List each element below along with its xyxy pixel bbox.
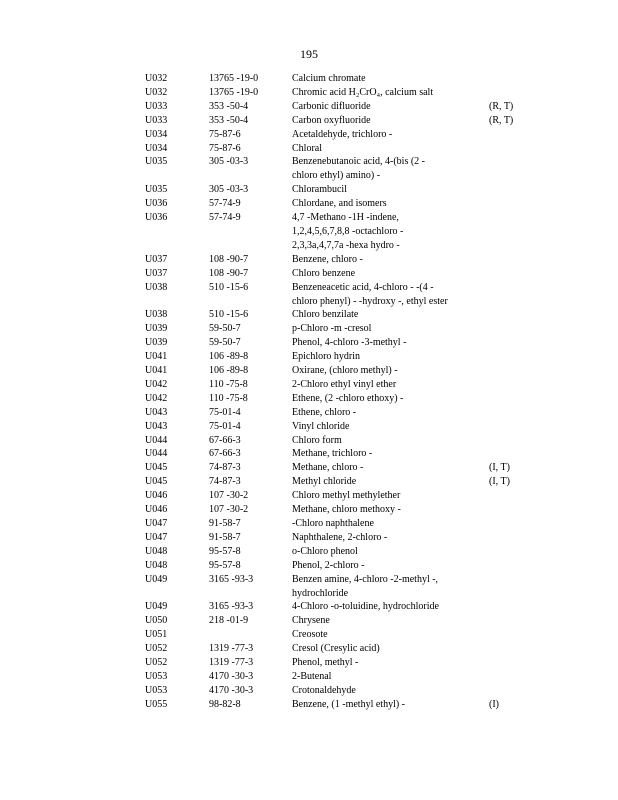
chemical-name: Benzene, (1 -methyl ethyl) - bbox=[292, 698, 406, 710]
chemical-name: -Chloro naphthalene bbox=[292, 518, 374, 529]
cas-number: 75-87-6 bbox=[209, 142, 241, 154]
chemical-name: o-Chloro phenol bbox=[292, 545, 358, 557]
cas-number: 107 -30-2 bbox=[209, 504, 249, 516]
waste-code: U032 bbox=[145, 86, 168, 98]
chemical-name: Benzenebutanoic acid, 4-(bis (2 - chloro ethyl) amino) - bbox=[292, 156, 426, 182]
chemical-name: Cresol (Cresylic acid) bbox=[292, 643, 380, 655]
cas-number: 1319 -77-3 bbox=[209, 643, 254, 655]
cas-number: 110 -75-8 bbox=[209, 392, 248, 404]
chemical-name: Oxirane, (chloro methyl) - bbox=[292, 365, 398, 377]
page-number: 195 bbox=[300, 47, 318, 61]
chemical-name: Chloral bbox=[292, 142, 322, 154]
cas-number: 59-50-7 bbox=[209, 323, 241, 335]
waste-code: U052 bbox=[145, 657, 168, 669]
chemical-name: Benzen amine, 4-chloro -2-methyl -, hydrochloride bbox=[292, 573, 439, 599]
waste-code: U038 bbox=[145, 281, 168, 293]
list-item bbox=[0, 72, 618, 86]
list-item bbox=[0, 336, 618, 350]
list-item bbox=[0, 531, 618, 545]
list-item bbox=[0, 573, 618, 601]
waste-code: U039 bbox=[145, 337, 168, 349]
list-item bbox=[0, 392, 618, 406]
cas-number: 107 -30-2 bbox=[209, 490, 249, 502]
waste-code: U052 bbox=[145, 643, 168, 655]
chemical-name: 2-Chloro ethyl vinyl ether bbox=[292, 378, 397, 390]
list-item bbox=[0, 628, 618, 642]
list-item bbox=[0, 100, 618, 114]
cas-number: 108 -90-7 bbox=[209, 253, 249, 265]
list-item bbox=[0, 656, 618, 670]
list-item bbox=[0, 183, 618, 197]
list-item bbox=[0, 364, 618, 378]
chemical-name: Benzeneacetic acid, 4-chloro - -(4 - chloro phenyl) - -hydroxy -, ethyl ester bbox=[292, 281, 448, 307]
chemical-name: Chromic acid H₂CrO₄, calcium salt bbox=[292, 86, 434, 98]
waste-code: U033 bbox=[145, 100, 168, 112]
waste-code: U047 bbox=[145, 518, 168, 529]
cas-number: 59-50-7 bbox=[209, 337, 241, 349]
cas-number: 95-57-8 bbox=[209, 545, 241, 557]
cas-number: 218 -01-9 bbox=[209, 615, 249, 627]
list-item bbox=[0, 281, 618, 309]
cas-number: 91-58-7 bbox=[209, 518, 241, 529]
waste-code: U043 bbox=[145, 406, 168, 418]
waste-code: U035 bbox=[145, 184, 168, 196]
cas-number: 74-87-3 bbox=[209, 462, 241, 474]
waste-code: U036 bbox=[145, 212, 168, 224]
chemical-name: Naphthalene, 2-chloro - bbox=[292, 531, 388, 543]
list-item bbox=[0, 322, 618, 336]
cas-number: 13765 -19-0 bbox=[209, 86, 259, 98]
list-item bbox=[0, 253, 618, 267]
list-item bbox=[0, 308, 618, 322]
waste-code: U053 bbox=[145, 684, 168, 696]
waste-code: U055 bbox=[145, 698, 168, 710]
waste-code: U047 bbox=[145, 531, 168, 543]
waste-code: U034 bbox=[145, 128, 168, 140]
list-item bbox=[0, 545, 618, 559]
waste-code: U036 bbox=[145, 198, 168, 210]
chemical-name: Phenol, 4-chloro -3-methyl - bbox=[292, 337, 407, 349]
list-item bbox=[0, 406, 618, 420]
list-item bbox=[0, 378, 618, 392]
chemical-name: p-Chloro -m -cresol bbox=[292, 323, 372, 335]
cas-number: 510 -15-6 bbox=[209, 309, 249, 321]
waste-code: U037 bbox=[145, 253, 168, 265]
list-item bbox=[0, 197, 618, 211]
waste-code: U046 bbox=[145, 504, 168, 516]
list-item bbox=[0, 642, 618, 656]
list-item bbox=[0, 211, 618, 253]
waste-code: U050 bbox=[145, 615, 168, 627]
cas-number: 67-66-3 bbox=[209, 434, 241, 446]
chemical-name: Methane, chloro - bbox=[292, 462, 364, 474]
cas-number: 305 -03-3 bbox=[209, 156, 249, 168]
chemical-name: Ethene, chloro - bbox=[292, 406, 357, 418]
list-item bbox=[0, 267, 618, 281]
list-item bbox=[0, 559, 618, 573]
chemical-name: Chloro form bbox=[292, 434, 342, 446]
chemical-name: Calcium chromate bbox=[292, 73, 366, 84]
waste-code: U046 bbox=[145, 490, 168, 502]
waste-code-list bbox=[0, 72, 618, 712]
cas-number: 305 -03-3 bbox=[209, 184, 249, 196]
cas-number: 57-74-9 bbox=[209, 212, 241, 224]
list-item bbox=[0, 517, 618, 531]
chemical-name: Chlordane, and isomers bbox=[292, 198, 387, 210]
list-item bbox=[0, 614, 618, 628]
list-item bbox=[0, 350, 618, 364]
hazard-code: (R, T) bbox=[489, 100, 514, 112]
chemical-name: Carbonic difluoride bbox=[292, 100, 371, 112]
chemical-name: 2-Butenal bbox=[292, 670, 332, 682]
chemical-name: 4-Chloro -o-toluidine, hydrochloride bbox=[292, 601, 439, 613]
waste-code: U043 bbox=[145, 420, 168, 432]
chemical-name: Creosote bbox=[292, 629, 328, 641]
list-item bbox=[0, 670, 618, 684]
cas-number: 3165 -93-3 bbox=[209, 573, 254, 585]
cas-number: 95-57-8 bbox=[209, 559, 241, 571]
waste-code: U042 bbox=[145, 392, 168, 404]
waste-code: U035 bbox=[145, 156, 168, 168]
hazard-code: (I) bbox=[489, 698, 499, 710]
cas-number: 98-82-8 bbox=[209, 698, 241, 710]
chemical-name: Vinyl chloride bbox=[292, 420, 350, 432]
list-item bbox=[0, 475, 618, 489]
cas-number: 4170 -30-3 bbox=[209, 670, 254, 682]
cas-number: 13765 -19-0 bbox=[209, 73, 259, 84]
waste-code: U032 bbox=[145, 73, 168, 84]
chemical-name: Chloro methyl methylether bbox=[292, 490, 401, 502]
waste-code: U053 bbox=[145, 670, 168, 682]
cas-number: 1319 -77-3 bbox=[209, 657, 254, 669]
list-item bbox=[0, 114, 618, 128]
waste-code: U049 bbox=[145, 601, 168, 613]
chemical-name: Carbon oxyfluoride bbox=[292, 114, 371, 126]
cas-number: 3165 -93-3 bbox=[209, 601, 254, 613]
waste-code: U051 bbox=[145, 629, 168, 641]
chemical-name: Chlorambucil bbox=[292, 184, 347, 196]
hazard-code: (I, T) bbox=[489, 476, 510, 488]
cas-number: 108 -90-7 bbox=[209, 267, 249, 279]
cas-number: 74-87-3 bbox=[209, 476, 241, 488]
list-item bbox=[0, 155, 618, 183]
waste-code: U033 bbox=[145, 114, 168, 126]
cas-number: 4170 -30-3 bbox=[209, 684, 254, 696]
chemical-name: Methyl chloride bbox=[292, 476, 357, 488]
cas-number: 353 -50-4 bbox=[209, 114, 249, 126]
list-item bbox=[0, 503, 618, 517]
chemical-name: Benzene, chloro - bbox=[292, 253, 363, 265]
chemical-name: Epichloro hydrin bbox=[292, 351, 361, 363]
waste-code: U045 bbox=[145, 476, 168, 488]
list-item bbox=[0, 461, 618, 475]
list-item bbox=[0, 600, 618, 614]
hazard-code: (I, T) bbox=[489, 462, 510, 474]
waste-code: U037 bbox=[145, 267, 168, 279]
waste-code: U044 bbox=[145, 448, 168, 460]
chemical-name: Acetaldehyde, trichloro - bbox=[292, 128, 393, 140]
chemical-name: 4,7 -Methano -1H -indene, 1,2,4,5,6,7,8,8 -octachloro - 2,3,3a,4,7,7a -hexa hydro - bbox=[292, 212, 404, 251]
list-item bbox=[0, 684, 618, 698]
cas-number: 75-01-4 bbox=[209, 406, 241, 418]
list-item bbox=[0, 420, 618, 434]
waste-code: U042 bbox=[145, 378, 168, 390]
waste-code: U041 bbox=[145, 365, 168, 377]
chemical-name: Chloro benzene bbox=[292, 267, 356, 279]
chemical-name: Methane, trichloro - bbox=[292, 448, 373, 460]
cas-number: 75-87-6 bbox=[209, 128, 241, 140]
hazard-code: (R, T) bbox=[489, 114, 514, 126]
waste-code: U044 bbox=[145, 434, 168, 446]
chemical-name: Phenol, 2-chloro - bbox=[292, 559, 365, 571]
chemical-name: Ethene, (2 -chloro ethoxy) - bbox=[292, 392, 404, 404]
cas-number: 510 -15-6 bbox=[209, 281, 249, 293]
list-item bbox=[0, 447, 618, 461]
waste-code: U034 bbox=[145, 142, 168, 154]
cas-number: 353 -50-4 bbox=[209, 100, 249, 112]
chemical-name: Chrysene bbox=[292, 615, 330, 627]
cas-number: 75-01-4 bbox=[209, 420, 241, 432]
waste-code: U048 bbox=[145, 559, 168, 571]
chemical-name: Methane, chloro methoxy - bbox=[292, 504, 401, 516]
list-item bbox=[0, 698, 618, 712]
list-item bbox=[0, 489, 618, 503]
list-item bbox=[0, 142, 618, 156]
cas-number: 110 -75-8 bbox=[209, 378, 248, 390]
list-item bbox=[0, 128, 618, 142]
waste-code: U049 bbox=[145, 573, 168, 585]
list-item bbox=[0, 86, 618, 100]
cas-number: 57-74-9 bbox=[209, 198, 241, 210]
cas-number: 106 -89-8 bbox=[209, 365, 249, 377]
chemical-name: Chloro benzilate bbox=[292, 309, 359, 321]
chemical-name: Phenol, methyl - bbox=[292, 657, 359, 669]
cas-number: 106 -89-8 bbox=[209, 351, 249, 363]
list-item bbox=[0, 434, 618, 448]
cas-number: 91-58-7 bbox=[209, 531, 241, 543]
waste-code: U048 bbox=[145, 545, 168, 557]
waste-code: U039 bbox=[145, 323, 168, 335]
cas-number: 67-66-3 bbox=[209, 448, 241, 460]
waste-code: U045 bbox=[145, 462, 168, 474]
waste-code: U038 bbox=[145, 309, 168, 321]
chemical-name: Crotonaldehyde bbox=[292, 684, 356, 696]
waste-code: U041 bbox=[145, 351, 168, 363]
